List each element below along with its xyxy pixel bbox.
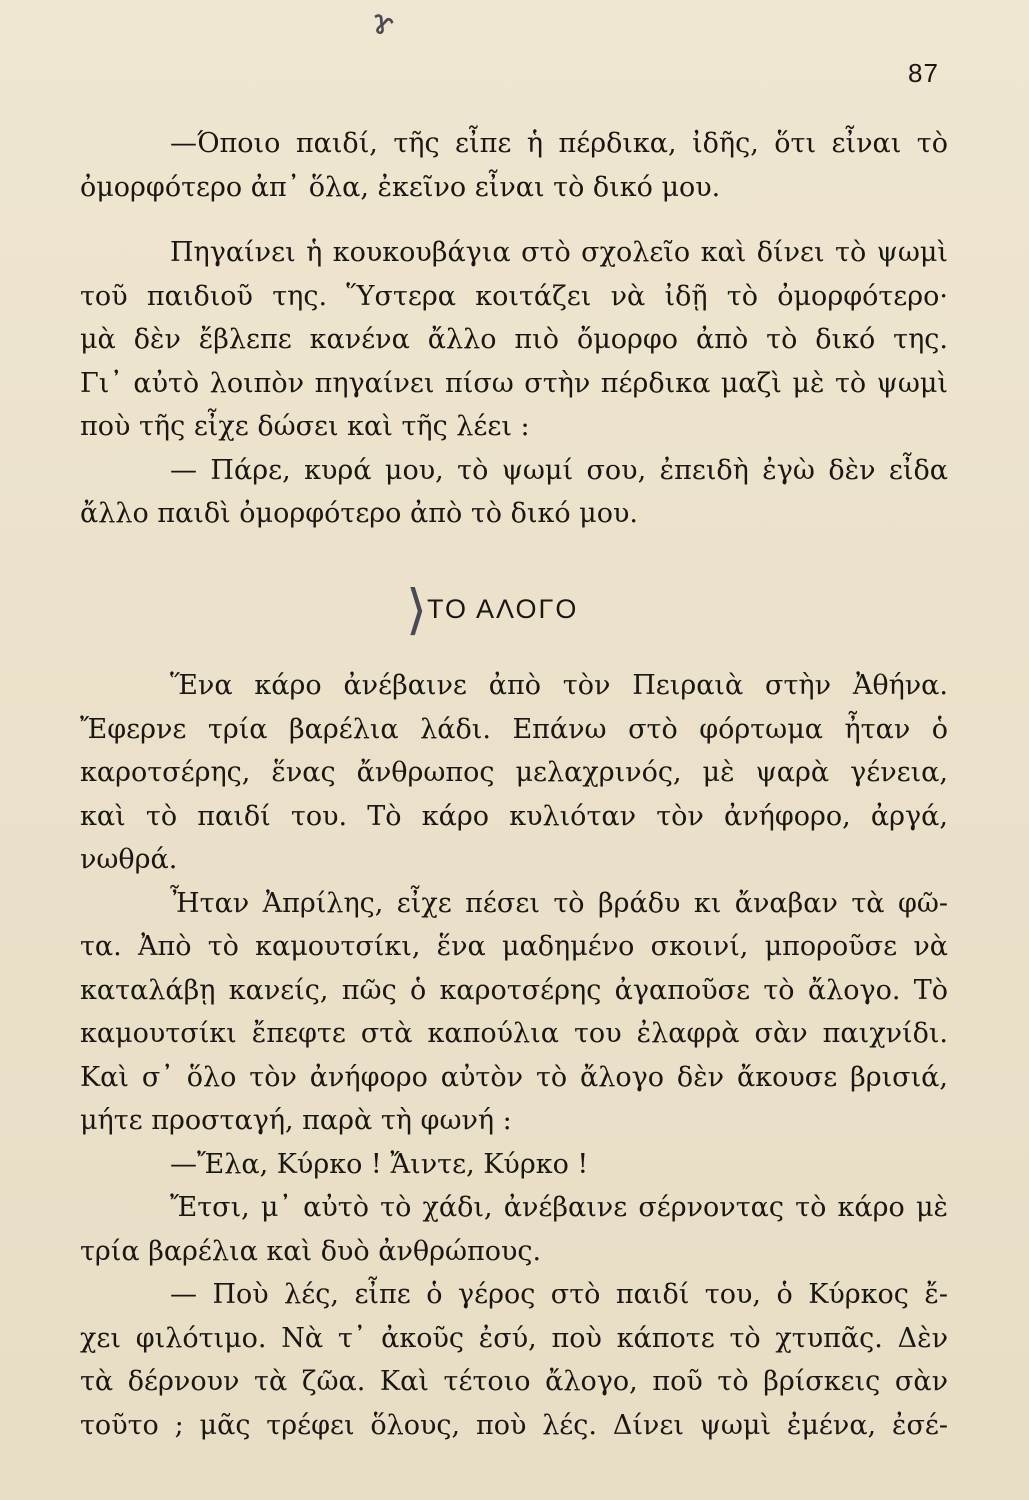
- text-line: Καὶ σ᾽ ὅλο τὸν ἀνήφορο αὐτὸν τὸ ἄλογο δὲν ἄκουσε βρισιά,: [80, 1061, 948, 1093]
- text-line: Πηγαίνει ἡ κουκουβάγια στὸ σχολεῖο καὶ δίνει τὸ ψωμὶ: [170, 237, 948, 268]
- pencil-margin-mark: ⟩: [406, 580, 428, 640]
- text-line: —Ἔλα, Κύρκο ! Ἄιντε, Κύρκο !: [170, 1148, 589, 1180]
- text-line: Ἔφερνε τρία βαρέλια λάδι. Επάνω στὸ φόρτωμα ἦταν ὁ: [80, 713, 948, 745]
- text-line: τοῦ παιδιοῦ της. Ὕστερα κοιτάζει νὰ ἰδῇ τὸ ὀμορφότερο·: [80, 280, 948, 312]
- pencil-scribble-mark: ɤ: [366, 1, 400, 45]
- section-2-text: [80, 664, 948, 1447]
- text-line: —Όποιο παιδί, τῆς εἶπε ἡ πέρδικα, ἰδῆς, ὅτι εἶναι τὸ: [170, 128, 948, 159]
- text-line: χει φιλότιμο. Νὰ τ᾽ ἀκοῦς ἐσύ, ποὺ κάποτε τὸ χτυπᾶς. Δὲν: [80, 1322, 948, 1354]
- text-line: — Πάρε, κυρά μου, τὸ ψωμί σου, ἐπειδὴ ἐγὼ δὲν εἶδα: [170, 454, 948, 486]
- page-number: 87: [908, 58, 939, 88]
- text-line: ἄλλο παιδὶ ὀμορφότερο ἀπὸ τὸ δικό μου.: [80, 498, 638, 529]
- text-line: ὀμορφότερο ἀπ᾽ ὅλα, ἐκεῖνο εἶναι τὸ δικό μου.: [80, 171, 721, 203]
- text-line: τοῦτο ; μᾶς τρέφει ὅλους, ποὺ λές. Δίνει ψωμὶ ἐμένα, ἐσέ-: [80, 1409, 948, 1441]
- text-line: μὰ δὲν ἔβλεπε κανένα ἄλλο πιὸ ὄμορφο ἀπὸ τὸ δικό της.: [80, 324, 948, 355]
- text-line: τρία βαρέλια καὶ δυὸ ἀνθρώπους.: [80, 1235, 542, 1267]
- text-line: Γι᾽ αὐτὸ λοιπὸν πηγαίνει πίσω στὴν πέρδικα μαζὶ μὲ τὸ ψωμὶ: [80, 367, 948, 399]
- text-line: Ἦταν Ἀπρίλης, εἶχε πέσει τὸ βράδυ κι ἄναβαν τὰ φῶ-: [170, 887, 948, 919]
- text-line: καταλάβῃ κανείς, πῶς ὁ καροτσέρης ἀγαποῦσε τὸ ἄλογο. Τὸ: [80, 974, 948, 1006]
- text-line: τὰ δέρνουν τὰ ζῶα. Καὶ τέτοιο ἄλογο, ποῦ τὸ βρίσκεις σὰν: [80, 1366, 948, 1397]
- text-line: Ἕνα κάρο ἀνέβαινε ἀπὸ τὸν Πειραιὰ στὴν Ἀθήνα.: [170, 670, 948, 701]
- text-line: νωθρά.: [80, 844, 178, 875]
- text-line: Ἔτσι, μ᾽ αὐτὸ τὸ χάδι, ἀνέβαινε σέρνοντας τὸ κάρο μὲ: [170, 1192, 948, 1223]
- text-line: τα. Ἀπὸ τὸ καμουτσίκι, ἕνα μαδημένο σκοινί, μποροῦσε νὰ: [80, 931, 948, 962]
- text-line: καὶ τὸ παιδί του. Τὸ κάρο κυλιόταν τὸν ἀνήφορο, ἀργά,: [80, 800, 948, 832]
- section-1-text: [80, 122, 948, 536]
- text-line: μήτε προσταγή, παρὰ τὴ φωνή :: [80, 1105, 512, 1136]
- text-line: ποὺ τῆς εἶχε δώσει καὶ τῆς λέει :: [80, 411, 530, 442]
- chapter-heading: ΤΟ ΑΛΟΓΟ: [427, 594, 579, 624]
- text-line: καροτσέρης, ἕνας ἄνθρωπος μελαχρινός, μὲ ψαρὰ γένεια,: [80, 757, 948, 788]
- text-line: καμουτσίκι ἔπεφτε στὰ καπούλια του ἐλαφρὰ σὰν παιχνίδι.: [80, 1018, 948, 1049]
- text-line: — Ποὺ λές, εἶπε ὁ γέρος στὸ παιδί του, ὁ Κύρκος ἔ-: [170, 1279, 948, 1310]
